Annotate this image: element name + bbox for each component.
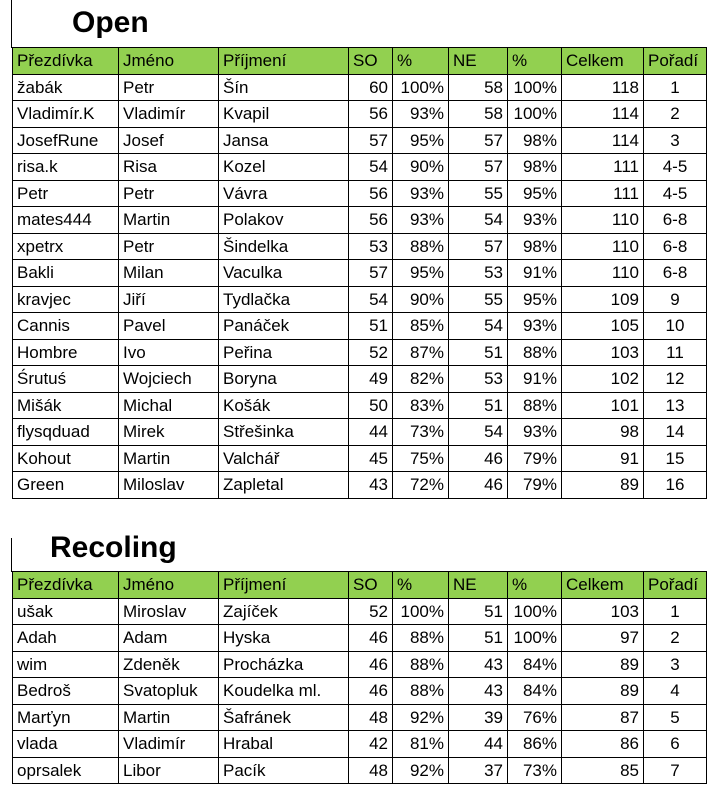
cell-so-score: 52 (349, 598, 393, 625)
cell-total: 110 (562, 207, 644, 234)
table-row (13, 260, 707, 287)
cell-total: 89 (562, 678, 644, 705)
cell-ne-score: 54 (449, 207, 508, 234)
cell-rank: 5 (644, 704, 707, 731)
cell-nickname: Marťyn (13, 704, 119, 731)
cell-rank: 6-8 (644, 233, 707, 260)
cell-first-name: Martin (119, 207, 219, 234)
cell-ne-score: 58 (449, 101, 508, 128)
cell-so-score: 50 (349, 392, 393, 419)
cell-so-score: 45 (349, 445, 393, 472)
cell-first-name: Mirek (119, 419, 219, 446)
cell-so-score: 56 (349, 180, 393, 207)
cell-ne-percent: 88% (508, 339, 562, 366)
header-first-name: Jméno (119, 572, 219, 599)
cell-ne-score: 51 (449, 598, 508, 625)
cell-ne-percent: 93% (508, 207, 562, 234)
cell-first-name: Zdeněk (119, 651, 219, 678)
header-rank: Pořadí (644, 572, 707, 599)
cell-surname: Šindelka (219, 233, 349, 260)
cell-rank: 4 (644, 678, 707, 705)
cell-first-name: Martin (119, 704, 219, 731)
cell-total: 110 (562, 260, 644, 287)
header-total: Celkem (562, 572, 644, 599)
cell-rank: 3 (644, 127, 707, 154)
cell-so-percent: 83% (393, 392, 449, 419)
cell-total: 101 (562, 392, 644, 419)
cell-nickname: Green (13, 472, 119, 499)
cell-so-percent: 93% (393, 180, 449, 207)
recoling-table-body (13, 598, 707, 784)
cell-surname: Šín (219, 74, 349, 101)
cell-surname: Procházka (219, 651, 349, 678)
cell-first-name: Jiří (119, 286, 219, 313)
cell-ne-percent: 86% (508, 731, 562, 758)
cell-ne-percent: 98% (508, 154, 562, 181)
table-row (13, 207, 707, 234)
cell-total: 89 (562, 651, 644, 678)
cell-rank: 15 (644, 445, 707, 472)
cell-rank: 10 (644, 313, 707, 340)
cell-total: 111 (562, 154, 644, 181)
cell-rank: 4-5 (644, 180, 707, 207)
cell-nickname: Mišák (13, 392, 119, 419)
cell-ne-score: 46 (449, 445, 508, 472)
cell-ne-score: 53 (449, 260, 508, 287)
cell-so-percent: 92% (393, 757, 449, 784)
cell-nickname: Petr (13, 180, 119, 207)
cell-first-name: Josef (119, 127, 219, 154)
cell-surname: Kvapil (219, 101, 349, 128)
cell-so-score: 57 (349, 260, 393, 287)
cell-rank: 6 (644, 731, 707, 758)
cell-total: 118 (562, 74, 644, 101)
cell-surname: Hyska (219, 625, 349, 652)
cell-ne-percent: 93% (508, 313, 562, 340)
cell-so-score: 54 (349, 286, 393, 313)
cell-nickname: Śrutuś (13, 366, 119, 393)
cell-ne-percent: 95% (508, 286, 562, 313)
cell-ne-percent: 100% (508, 74, 562, 101)
table-row (13, 339, 707, 366)
cell-so-percent: 81% (393, 731, 449, 758)
cell-ne-score: 51 (449, 392, 508, 419)
cell-nickname: Kohout (13, 445, 119, 472)
cell-surname: Vávra (219, 180, 349, 207)
header-surname: Příjmení (219, 572, 349, 599)
cell-nickname: kravjec (13, 286, 119, 313)
cell-surname: Kozel (219, 154, 349, 181)
cell-total: 103 (562, 598, 644, 625)
cell-surname: Zajíček (219, 598, 349, 625)
cell-so-percent: 85% (393, 313, 449, 340)
table-row (13, 704, 707, 731)
cell-surname: Valchář (219, 445, 349, 472)
cell-nickname: mates444 (13, 207, 119, 234)
cell-nickname: xpetrx (13, 233, 119, 260)
header-ne-percent: % (508, 48, 562, 75)
cell-so-score: 60 (349, 74, 393, 101)
cell-ne-percent: 91% (508, 260, 562, 287)
cell-rank: 6-8 (644, 260, 707, 287)
header-so-percent: % (393, 48, 449, 75)
table-row (13, 101, 707, 128)
table-row (13, 678, 707, 705)
cell-so-score: 49 (349, 366, 393, 393)
cell-so-percent: 88% (393, 233, 449, 260)
cell-first-name: Petr (119, 180, 219, 207)
cell-so-percent: 93% (393, 207, 449, 234)
cell-total: 103 (562, 339, 644, 366)
cell-nickname: risa.k (13, 154, 119, 181)
cell-so-score: 56 (349, 207, 393, 234)
cell-nickname: Bakli (13, 260, 119, 287)
recoling-header-row (13, 572, 707, 599)
cell-total: 98 (562, 419, 644, 446)
cell-total: 109 (562, 286, 644, 313)
header-total: Celkem (562, 48, 644, 75)
cell-ne-percent: 100% (508, 101, 562, 128)
cell-so-score: 46 (349, 625, 393, 652)
cell-nickname: JosefRune (13, 127, 119, 154)
cell-so-percent: 88% (393, 678, 449, 705)
cell-nickname: žabák (13, 74, 119, 101)
cell-so-percent: 100% (393, 74, 449, 101)
open-header-row (13, 48, 707, 75)
header-so-percent: % (393, 572, 449, 599)
cell-surname: Šafránek (219, 704, 349, 731)
cell-total: 114 (562, 127, 644, 154)
table-row (13, 154, 707, 181)
table-row (13, 313, 707, 340)
table-row (13, 445, 707, 472)
table-row (13, 74, 707, 101)
table-row (13, 392, 707, 419)
cell-ne-percent: 79% (508, 445, 562, 472)
cell-so-percent: 88% (393, 651, 449, 678)
header-ne-score: NE (449, 48, 508, 75)
cell-ne-score: 54 (449, 313, 508, 340)
cell-nickname: Hombre (13, 339, 119, 366)
cell-surname: Jansa (219, 127, 349, 154)
cell-first-name: Risa (119, 154, 219, 181)
cell-total: 110 (562, 233, 644, 260)
cell-nickname: ušak (13, 598, 119, 625)
cell-first-name: Milan (119, 260, 219, 287)
table-row (13, 366, 707, 393)
cell-first-name: Michal (119, 392, 219, 419)
open-results-table (12, 47, 707, 499)
cell-ne-percent: 76% (508, 704, 562, 731)
cell-ne-score: 57 (449, 154, 508, 181)
cell-ne-score: 58 (449, 74, 508, 101)
header-rank: Pořadí (644, 48, 707, 75)
cell-so-percent: 90% (393, 154, 449, 181)
cell-nickname: oprsalek (13, 757, 119, 784)
cell-total: 105 (562, 313, 644, 340)
cell-nickname: wim (13, 651, 119, 678)
cell-ne-percent: 100% (508, 598, 562, 625)
open-title: Open (72, 6, 149, 39)
cell-surname: Polakov (219, 207, 349, 234)
cell-surname: Panáček (219, 313, 349, 340)
cell-so-score: 48 (349, 757, 393, 784)
cell-nickname: flysqduad (13, 419, 119, 446)
table-row (13, 598, 707, 625)
cell-ne-score: 43 (449, 651, 508, 678)
table-row (13, 757, 707, 784)
cell-ne-score: 39 (449, 704, 508, 731)
cell-surname: Boryna (219, 366, 349, 393)
cell-so-score: 53 (349, 233, 393, 260)
header-so-score: SO (349, 48, 393, 75)
cell-nickname: Vladimír.K (13, 101, 119, 128)
recoling-results-table (12, 571, 707, 784)
table-row (13, 472, 707, 499)
cell-total: 97 (562, 625, 644, 652)
cell-ne-score: 53 (449, 366, 508, 393)
cell-ne-score: 37 (449, 757, 508, 784)
table-row (13, 731, 707, 758)
cell-surname: Koudelka ml. (219, 678, 349, 705)
cell-rank: 1 (644, 74, 707, 101)
cell-so-percent: 72% (393, 472, 449, 499)
table-row (13, 419, 707, 446)
cell-surname: Hrabal (219, 731, 349, 758)
cell-so-percent: 90% (393, 286, 449, 313)
header-ne-percent: % (508, 572, 562, 599)
cell-ne-percent: 93% (508, 419, 562, 446)
cell-ne-score: 44 (449, 731, 508, 758)
cell-rank: 6-8 (644, 207, 707, 234)
cell-first-name: Petr (119, 74, 219, 101)
cell-surname: Zapletal (219, 472, 349, 499)
cell-so-score: 57 (349, 127, 393, 154)
cell-ne-percent: 91% (508, 366, 562, 393)
header-so-score: SO (349, 572, 393, 599)
cell-first-name: Libor (119, 757, 219, 784)
cell-first-name: Martin (119, 445, 219, 472)
header-surname: Příjmení (219, 48, 349, 75)
recoling-title: Recoling (50, 531, 177, 564)
cell-so-percent: 95% (393, 260, 449, 287)
cell-first-name: Ivo (119, 339, 219, 366)
cell-so-percent: 87% (393, 339, 449, 366)
cell-nickname: Adah (13, 625, 119, 652)
cell-first-name: Pavel (119, 313, 219, 340)
header-nickname: Přezdívka (13, 572, 119, 599)
cell-first-name: Vladimír (119, 731, 219, 758)
cell-total: 114 (562, 101, 644, 128)
cell-so-score: 46 (349, 678, 393, 705)
table-row (13, 625, 707, 652)
cell-rank: 2 (644, 625, 707, 652)
cell-total: 86 (562, 731, 644, 758)
cell-ne-percent: 79% (508, 472, 562, 499)
cell-total: 111 (562, 180, 644, 207)
cell-ne-percent: 73% (508, 757, 562, 784)
cell-so-score: 48 (349, 704, 393, 731)
cell-first-name: Wojciech (119, 366, 219, 393)
cell-so-percent: 73% (393, 419, 449, 446)
cell-surname: Střešinka (219, 419, 349, 446)
table-row (13, 180, 707, 207)
open-table-body (13, 74, 707, 498)
cell-so-score: 43 (349, 472, 393, 499)
cell-nickname: Bedroš (13, 678, 119, 705)
cell-ne-score: 46 (449, 472, 508, 499)
cell-first-name: Petr (119, 233, 219, 260)
table-row (13, 651, 707, 678)
recoling-left-rule (11, 538, 12, 572)
cell-ne-score: 55 (449, 180, 508, 207)
cell-so-score: 42 (349, 731, 393, 758)
cell-ne-score: 51 (449, 339, 508, 366)
cell-so-percent: 88% (393, 625, 449, 652)
cell-nickname: Cannis (13, 313, 119, 340)
table-row (13, 127, 707, 154)
cell-ne-percent: 88% (508, 392, 562, 419)
cell-so-percent: 93% (393, 101, 449, 128)
cell-ne-percent: 98% (508, 127, 562, 154)
header-first-name: Jméno (119, 48, 219, 75)
cell-rank: 12 (644, 366, 707, 393)
cell-rank: 7 (644, 757, 707, 784)
table-row (13, 233, 707, 260)
cell-surname: Peřina (219, 339, 349, 366)
cell-surname: Košák (219, 392, 349, 419)
cell-first-name: Svatopluk (119, 678, 219, 705)
cell-rank: 4-5 (644, 154, 707, 181)
cell-total: 102 (562, 366, 644, 393)
header-ne-score: NE (449, 572, 508, 599)
cell-first-name: Miroslav (119, 598, 219, 625)
cell-total: 91 (562, 445, 644, 472)
cell-rank: 13 (644, 392, 707, 419)
cell-ne-percent: 84% (508, 678, 562, 705)
cell-rank: 1 (644, 598, 707, 625)
cell-surname: Vaculka (219, 260, 349, 287)
cell-rank: 2 (644, 101, 707, 128)
cell-nickname: vlada (13, 731, 119, 758)
cell-total: 85 (562, 757, 644, 784)
cell-so-percent: 92% (393, 704, 449, 731)
cell-ne-percent: 98% (508, 233, 562, 260)
cell-so-score: 51 (349, 313, 393, 340)
cell-ne-score: 57 (449, 127, 508, 154)
cell-ne-score: 51 (449, 625, 508, 652)
cell-rank: 3 (644, 651, 707, 678)
header-nickname: Přezdívka (13, 48, 119, 75)
cell-ne-score: 55 (449, 286, 508, 313)
cell-rank: 16 (644, 472, 707, 499)
cell-surname: Pacík (219, 757, 349, 784)
cell-so-score: 44 (349, 419, 393, 446)
cell-so-score: 56 (349, 101, 393, 128)
cell-rank: 9 (644, 286, 707, 313)
cell-so-percent: 95% (393, 127, 449, 154)
cell-so-score: 46 (349, 651, 393, 678)
cell-so-score: 54 (349, 154, 393, 181)
table-row (13, 286, 707, 313)
cell-rank: 11 (644, 339, 707, 366)
open-left-rule (11, 0, 12, 48)
cell-first-name: Miloslav (119, 472, 219, 499)
cell-so-percent: 75% (393, 445, 449, 472)
cell-first-name: Adam (119, 625, 219, 652)
cell-ne-percent: 84% (508, 651, 562, 678)
cell-so-percent: 82% (393, 366, 449, 393)
cell-ne-score: 43 (449, 678, 508, 705)
cell-so-score: 52 (349, 339, 393, 366)
cell-ne-score: 57 (449, 233, 508, 260)
cell-surname: Tydlačka (219, 286, 349, 313)
cell-rank: 14 (644, 419, 707, 446)
cell-ne-score: 54 (449, 419, 508, 446)
cell-ne-percent: 95% (508, 180, 562, 207)
cell-total: 87 (562, 704, 644, 731)
cell-total: 89 (562, 472, 644, 499)
cell-first-name: Vladimír (119, 101, 219, 128)
cell-ne-percent: 100% (508, 625, 562, 652)
cell-so-percent: 100% (393, 598, 449, 625)
